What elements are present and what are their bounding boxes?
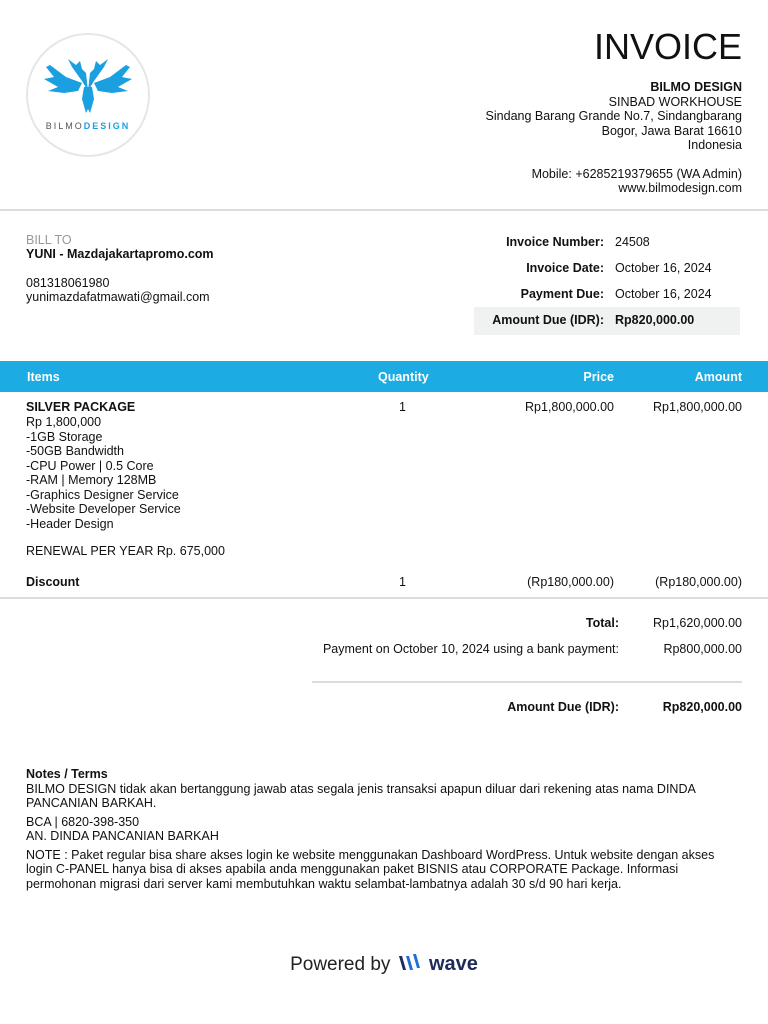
company-mobile: Mobile: +6285219379655 (WA Admin)	[531, 166, 742, 181]
meta-label: Amount Due (IDR):	[492, 313, 604, 327]
bill-to-phone: 081318061980	[26, 276, 110, 290]
company-line1: SINBAD WORKHOUSE	[608, 94, 742, 109]
company-website[interactable]: www.bilmodesign.com	[618, 181, 742, 195]
logo-text-accent: DESIGN	[83, 121, 131, 131]
discount-price: (Rp180,000.00)	[527, 575, 614, 589]
item-amount: Rp1,800,000.00	[653, 400, 742, 414]
company-logo	[26, 33, 150, 157]
item-line: -Header Design	[26, 516, 114, 531]
item-description	[26, 415, 181, 531]
header-price: Price	[583, 370, 614, 384]
header-amount: Amount	[694, 370, 742, 384]
bill-to-email[interactable]: yunimazdafatmawati@gmail.com	[26, 290, 210, 304]
item-line: -1GB Storage	[26, 429, 103, 444]
item-line: -CPU Power | 0.5 Core	[26, 458, 154, 473]
item-line: Rp 1,800,000	[26, 415, 102, 429]
meta-value: Rp820,000.00	[615, 313, 695, 327]
amount-due-value: Rp820,000.00	[662, 700, 742, 714]
items-table-header	[0, 361, 768, 392]
meta-amount-due	[474, 307, 740, 335]
header-divider	[0, 209, 768, 211]
powered-by-text: Powered by	[290, 954, 391, 975]
meta-value: October 16, 2024	[615, 261, 712, 275]
item-line: -50GB Bandwidth	[26, 444, 124, 458]
bill-to-name: YUNI - Mazdajakartapromo.com	[26, 247, 214, 261]
company-line2: Sindang Barang Grande No.7, Sindangbarang	[485, 109, 742, 123]
item-line: -RAM | Memory 128MB	[26, 473, 157, 487]
company-line4: Indonesia	[687, 138, 742, 152]
header-quantity: Quantity	[378, 370, 429, 384]
bill-to-label: BILL TO	[26, 233, 72, 247]
notes-bank-account: BCA | 6820-398-350	[26, 814, 140, 829]
company-line3: Bogor, Jawa Barat 16610	[601, 123, 742, 138]
meta-payment-due	[474, 281, 740, 307]
discount-name: Discount	[26, 575, 80, 589]
discount-quantity: 1	[399, 575, 406, 589]
wave-logo-icon	[396, 952, 424, 974]
header-items: Items	[27, 370, 60, 384]
notes-section	[26, 767, 742, 891]
eagle-icon	[42, 57, 134, 117]
item-price: Rp1,800,000.00	[525, 400, 614, 414]
meta-value: October 16, 2024	[615, 287, 712, 301]
item-line: -Graphics Designer Service	[26, 487, 179, 502]
amount-due-label: Amount Due (IDR):	[507, 700, 619, 714]
notes-paragraph: NOTE : Paket regular bisa share akses login ke website menggunakan Dashboard WordPress. Untuk website dengan akses login C-PANEL hanya bisa di akses apabila anda menggunakan paket BISNIS atau CORPORATE Package. Informasi permohonan migrasi dari server kami membutuhkan waktu selambat-lambatnya adalah 30 s/d 90 hari kerja.	[26, 847, 715, 891]
meta-label: Invoice Date:	[526, 261, 604, 275]
items-divider	[0, 597, 768, 599]
notes-title: Notes / Terms	[26, 767, 108, 781]
logo-wordmark	[28, 121, 148, 131]
item-renewal: RENEWAL PER YEAR Rp. 675,000	[26, 544, 225, 558]
meta-label: Payment Due:	[520, 287, 604, 301]
totals-divider	[312, 681, 742, 683]
invoice-title: INVOICE	[593, 26, 742, 67]
payment-label: Payment on October 10, 2024 using a bank payment:	[322, 642, 619, 656]
payment-value: Rp800,000.00	[663, 642, 742, 656]
total-label: Total:	[585, 616, 619, 630]
item-name: SILVER PACKAGE	[26, 400, 136, 414]
company-name: BILMO DESIGN	[650, 80, 742, 94]
company-info	[486, 80, 742, 196]
wave-brand: wave	[428, 953, 478, 975]
powered-by-footer[interactable]	[0, 952, 768, 976]
item-line: -Website Developer Service	[26, 502, 181, 516]
meta-value: 24508	[615, 235, 650, 249]
meta-invoice-number	[474, 229, 740, 255]
item-quantity: 1	[399, 400, 406, 414]
meta-invoice-date	[474, 255, 740, 281]
logo-text-main: BILMO	[45, 121, 84, 131]
discount-amount: (Rp180,000.00)	[655, 575, 742, 589]
meta-label: Invoice Number:	[506, 235, 604, 249]
total-value: Rp1,620,000.00	[653, 616, 742, 630]
notes-account-name: AN. DINDA PANCANIAN BARKAH	[26, 829, 219, 843]
notes-paragraph: BILMO DESIGN tidak akan bertanggung jawab atas segala jenis transaksi apapun diluar dari rekening atas nama DINDA PANCANIAN BARKAH.	[26, 781, 696, 810]
